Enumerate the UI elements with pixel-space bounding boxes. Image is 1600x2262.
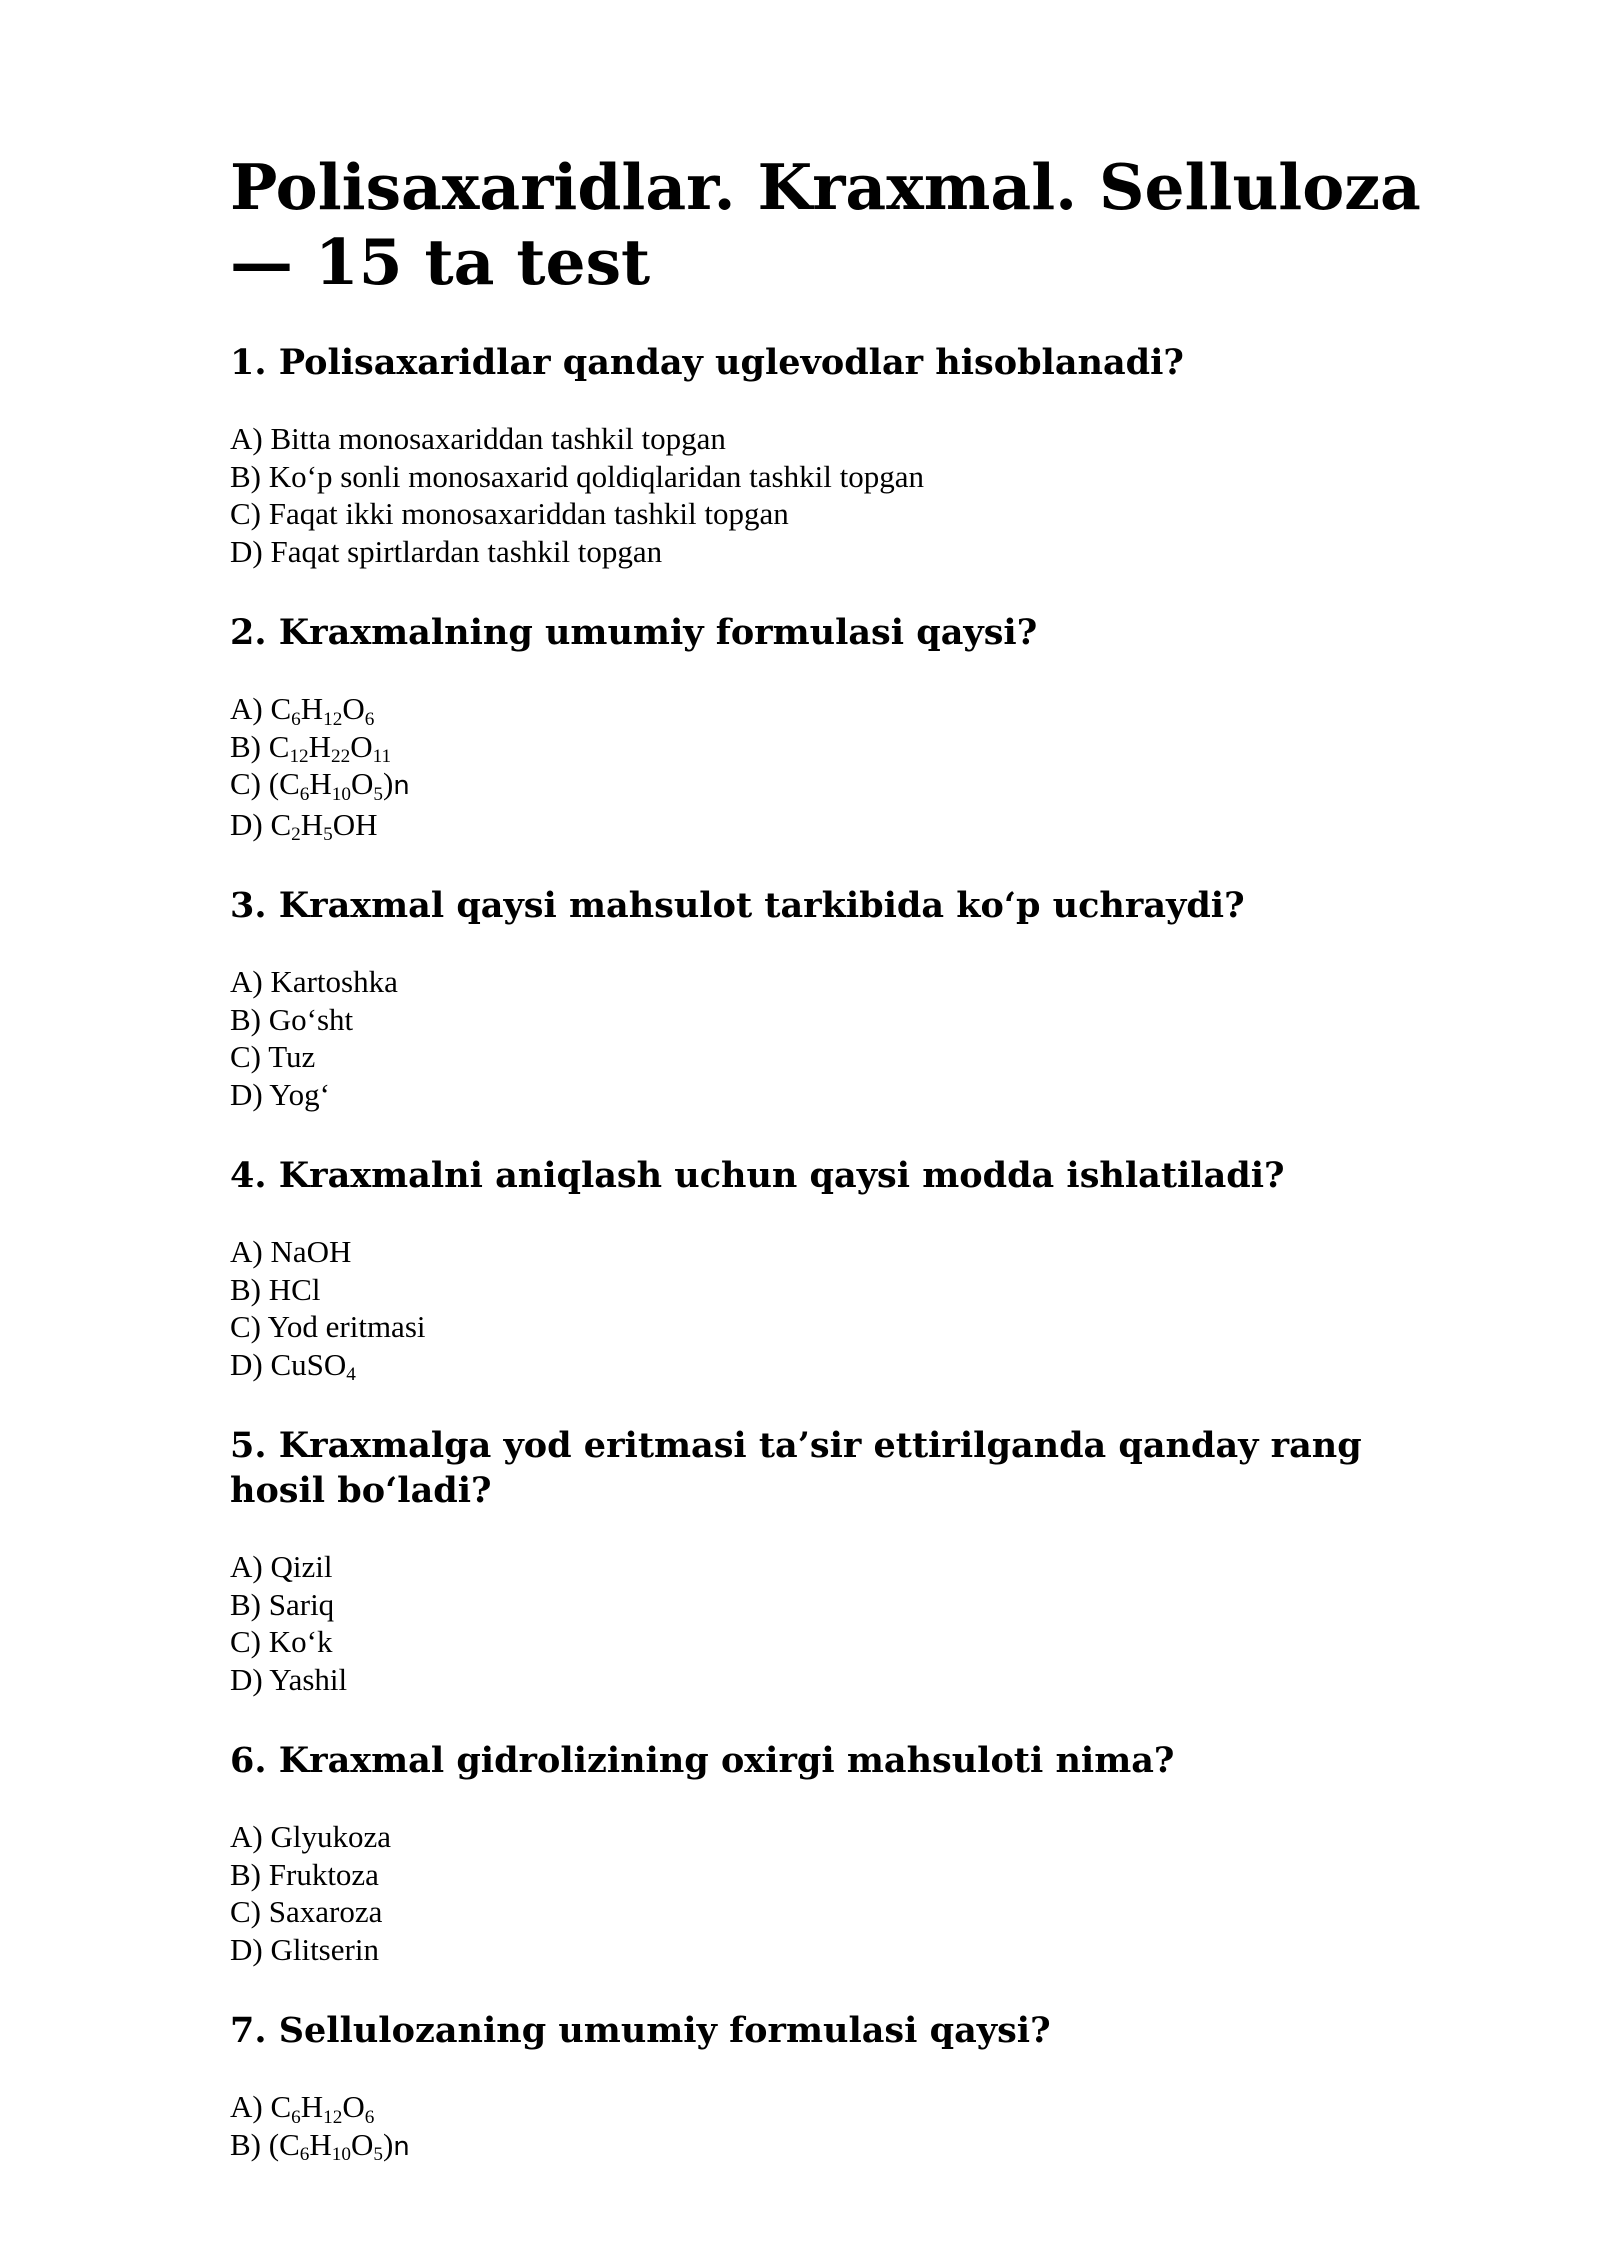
answer-option	[230, 2126, 1430, 2167]
option-text: B) C	[230, 728, 290, 764]
polymer-index: n	[393, 2131, 410, 2162]
answer-options	[230, 1233, 1430, 1386]
option-text: A) Qizil	[230, 1549, 333, 1584]
option-text: A) Bitta monosaxariddan tashkil topgan	[230, 421, 726, 456]
answer-option	[230, 1586, 1430, 1624]
answer-option	[230, 420, 1430, 458]
question-text: 4. Kraxmalni aniqlash uchun qaysi modda ishlatiladi?	[230, 1155, 1285, 1196]
answer-option	[230, 963, 1430, 1001]
option-text: A) NaOH	[230, 1234, 352, 1269]
subscript: 22	[331, 746, 351, 768]
polymer-index: n	[393, 771, 410, 801]
option-text: B) (C	[230, 2126, 300, 2162]
question-block	[230, 883, 1430, 1113]
answer-options	[230, 963, 1430, 1113]
question-text: 2. Kraxmalning umumiy formulasi qaysi?	[230, 612, 1038, 653]
option-text: B) Sariq	[230, 1586, 335, 1622]
option-text: C) Yod eritmasi	[230, 1309, 426, 1344]
subscript: 2	[291, 824, 301, 846]
question-text: 6. Kraxmal gidrolizining oxirgi mahsuloti nima?	[230, 1740, 1175, 1781]
option-text: H	[300, 2089, 324, 2124]
answer-option	[230, 765, 1430, 806]
answer-option	[230, 728, 1430, 766]
option-text: A) C	[230, 691, 292, 726]
question-block	[230, 1153, 1430, 1386]
subscript: 12	[289, 746, 309, 768]
subscript: 12	[323, 708, 343, 730]
subscript: 6	[299, 783, 310, 805]
answer-option	[230, 1893, 1430, 1931]
subscript: 12	[323, 2106, 343, 2128]
option-text: D) Glitserin	[230, 1931, 379, 1967]
question-text: 7. Sellulozaning umumiy formulasi qaysi?	[230, 2010, 1051, 2051]
subscript: 10	[331, 783, 351, 805]
option-text: H	[308, 728, 332, 764]
answer-option	[230, 690, 1430, 728]
subscript: 6	[299, 2144, 310, 2166]
option-text: O	[342, 2089, 365, 2124]
question-block	[230, 1423, 1430, 1698]
answer-options	[230, 690, 1430, 846]
subscript: 6	[364, 2106, 375, 2128]
question-block	[230, 1738, 1430, 1968]
option-text: C) Saxaroza	[230, 1894, 383, 1929]
answer-option	[230, 1346, 1430, 1384]
option-text: A) C	[230, 2089, 292, 2124]
option-text: A) Kartoshka	[230, 964, 398, 999]
answer-option	[230, 1308, 1430, 1346]
answer-option	[230, 1623, 1430, 1661]
option-text: D) C	[230, 806, 292, 842]
subscript: 11	[372, 746, 392, 768]
question-text: 5. Kraxmalga yod eritmasi ta’sir ettirilganda qanday rang hosil bo‘ladi?	[230, 1425, 1362, 1511]
option-text: H	[300, 806, 324, 842]
option-text: O	[342, 691, 365, 726]
question-text: 3. Kraxmal qaysi mahsulot tarkibida ko‘p uchraydi?	[230, 885, 1245, 926]
option-text: O	[350, 728, 373, 764]
option-text: D) Yog‘	[230, 1076, 330, 1112]
answer-option	[230, 1856, 1430, 1894]
answer-option	[230, 1233, 1430, 1271]
option-text: A) Glyukoza	[230, 1819, 391, 1854]
option-text: H	[300, 691, 324, 726]
answer-option	[230, 495, 1430, 533]
question-text: 1. Polisaxaridlar qanday uglevodlar hisoblanadi?	[230, 342, 1184, 383]
question-list	[230, 340, 1430, 2166]
answer-option	[230, 1818, 1430, 1856]
option-text: B) Go‘sht	[230, 1001, 354, 1037]
option-text: D) Yashil	[230, 1661, 348, 1697]
answer-option	[230, 1271, 1430, 1309]
option-text: B) HCl	[230, 1271, 321, 1307]
subscript: 4	[346, 1364, 356, 1386]
option-text: H	[309, 2126, 332, 2162]
option-text: O	[350, 2126, 374, 2162]
option-text: B) Ko‘p sonli monosaxarid qoldiqlaridan tashkil topgan	[230, 458, 924, 494]
answer-option	[230, 1001, 1430, 1039]
document-content	[230, 150, 1430, 2166]
answer-option	[230, 1038, 1430, 1076]
option-text: O	[350, 766, 374, 801]
option-text: C) (C	[230, 766, 300, 801]
question-block	[230, 340, 1430, 570]
answer-option	[230, 1931, 1430, 1969]
answer-option	[230, 806, 1430, 844]
subscript: 10	[331, 2144, 351, 2166]
subscript: 5	[373, 783, 383, 805]
option-text: B) Fruktoza	[230, 1856, 379, 1892]
option-text: )	[382, 766, 394, 801]
answer-options	[230, 1818, 1430, 1968]
subscript: 6	[291, 708, 301, 730]
answer-option	[230, 458, 1430, 496]
option-text: OH	[332, 806, 378, 842]
option-text: C) Ko‘k	[230, 1624, 333, 1659]
option-text: D) CuSO	[230, 1346, 347, 1382]
answer-option	[230, 1076, 1430, 1114]
subscript: 5	[323, 824, 333, 846]
option-text: C) Faqat ikki monosaxariddan tashkil topgan	[230, 496, 789, 531]
option-text: D) Faqat spirtlardan tashkil topgan	[230, 533, 663, 569]
option-text: C) Tuz	[230, 1039, 316, 1074]
answer-option	[230, 2088, 1430, 2126]
subscript: 6	[291, 2106, 301, 2128]
answer-options	[230, 1548, 1430, 1698]
page-title: Polisaxaridlar. Kraxmal. Selluloza — 15 ta test	[230, 150, 1421, 299]
answer-options	[230, 2088, 1430, 2166]
question-block	[230, 2008, 1430, 2166]
option-text: )	[382, 2126, 394, 2162]
answer-options	[230, 420, 1430, 570]
question-block	[230, 610, 1430, 846]
subscript: 6	[364, 708, 375, 730]
subscript: 5	[373, 2144, 383, 2166]
answer-option	[230, 1661, 1430, 1699]
answer-option	[230, 533, 1430, 571]
answer-option	[230, 1548, 1430, 1586]
option-text: H	[309, 766, 332, 801]
